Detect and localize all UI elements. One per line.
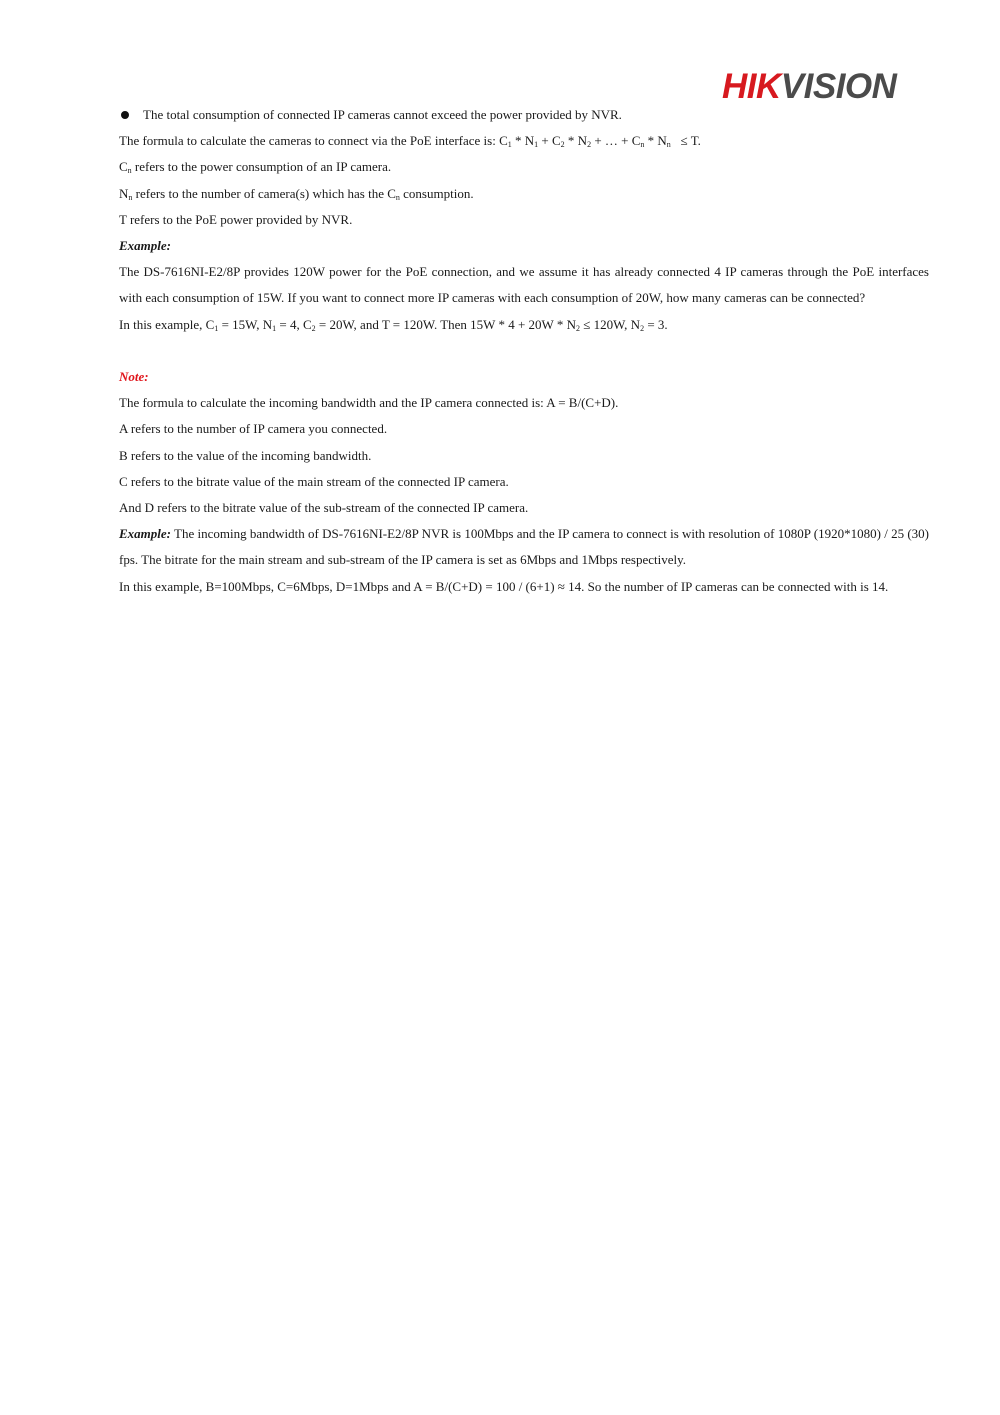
paragraph-spacer [119,338,929,364]
bullet-dot-icon [121,111,129,119]
calc-part: = 4, C [276,316,312,332]
a-definition: A refers to the number of IP camera you connected. [119,421,388,437]
c-definition: C refers to the bitrate value of the main stream of the connected IP camera. [119,473,509,489]
nn-sub: n [128,192,133,202]
bandwidth-calculation: In this example, B=100Mbps, C=6Mbps, D=1Mbps and A = B/(C+D) = 100 / (6+1) ≈ 14. So the number of IP cameras can be connected with is 14. [119,578,889,594]
nn-text: consumption. [399,185,474,201]
calc-part: = 15W, N [218,316,273,332]
calc-part: = 3. [644,316,668,332]
hikvision-logo [722,68,930,106]
formula-sub: 1 [534,140,539,150]
formula-sub: 1 [507,140,512,150]
calc-part: ≤ 120W, N [579,316,641,332]
bandwidth-example-text: The incoming bandwidth of DS-7616NI-E2/8P NVR is 100Mbps and the IP camera to connect is with resolution of 1080P (1920*1080) / 25 (30) fps. The bitrate for the main stream and sub-stream of the IP camera is set as 6Mbps and 1Mbps respectively. [119,526,929,568]
t-definition: T refers to the PoE power provided by NVR. [119,211,353,227]
logo-text-vision: VISION [780,67,897,106]
formula-intro: The formula to calculate the cameras to connect via the PoE interface is: C [119,133,508,149]
calc-sub: 1 [272,323,277,333]
logo-text-hik: HIK [722,67,781,106]
cn-definition [119,154,929,180]
cn-symbol: C [119,159,128,175]
formula-part: * N [564,133,588,149]
calc-sub: 1 [214,323,219,333]
bandwidth-example [119,521,929,573]
calc-part: In this example, C [119,316,215,332]
formula-part: + C [538,133,561,149]
bandwidth-example-heading: Example: [119,526,171,542]
note-heading: Note: [119,369,149,385]
poe-example-text: The DS-7616NI-E2/8P provides 120W power for the PoE connection, and we assume it has already connected 4 IP cameras through the PoE interfaces with each consumption of 15W. If you want to connect more IP cameras with each consumption of 20W, how many cameras can be connected? [119,264,929,306]
formula-part: + … + C [591,133,641,149]
formula-part: * N [511,133,535,149]
poe-example-calculation [119,312,929,338]
formula-sub: n [666,140,671,150]
nn-text: refers to the number of camera(s) which has the C [132,185,396,201]
nn-sub: n [395,192,400,202]
calc-sub: 2 [575,323,580,333]
formula-sub: 2 [587,140,592,150]
b-definition: B refers to the value of the incoming bandwidth. [119,447,372,463]
formula-part: * N [644,133,667,149]
poe-limit-bullet [119,102,929,128]
nn-definition [119,181,929,207]
formula-sub: 2 [560,140,565,150]
poe-formula-line [119,128,929,154]
calc-part: = 20W, and T = 120W. Then 15W * 4 + 20W * N [315,316,576,332]
nn-symbol: N [119,185,129,201]
poe-example-heading: Example: [119,238,171,254]
cn-text: refers to the power consumption of an IP camera. [131,159,392,175]
cn-sub: n [127,166,132,176]
formula-sub: n [640,140,645,150]
bandwidth-formula: The formula to calculate the incoming bandwidth and the IP camera connected is: A = B/(C+D). [119,395,619,411]
calc-sub: 2 [640,323,645,333]
document-body [119,102,929,600]
d-definition: And D refers to the bitrate value of the sub-stream of the connected IP camera. [119,500,529,516]
calc-sub: 2 [311,323,316,333]
formula-end: ≤ T. [670,133,701,149]
bullet-text: The total consumption of connected IP cameras cannot exceed the power provided by NVR. [143,107,622,122]
